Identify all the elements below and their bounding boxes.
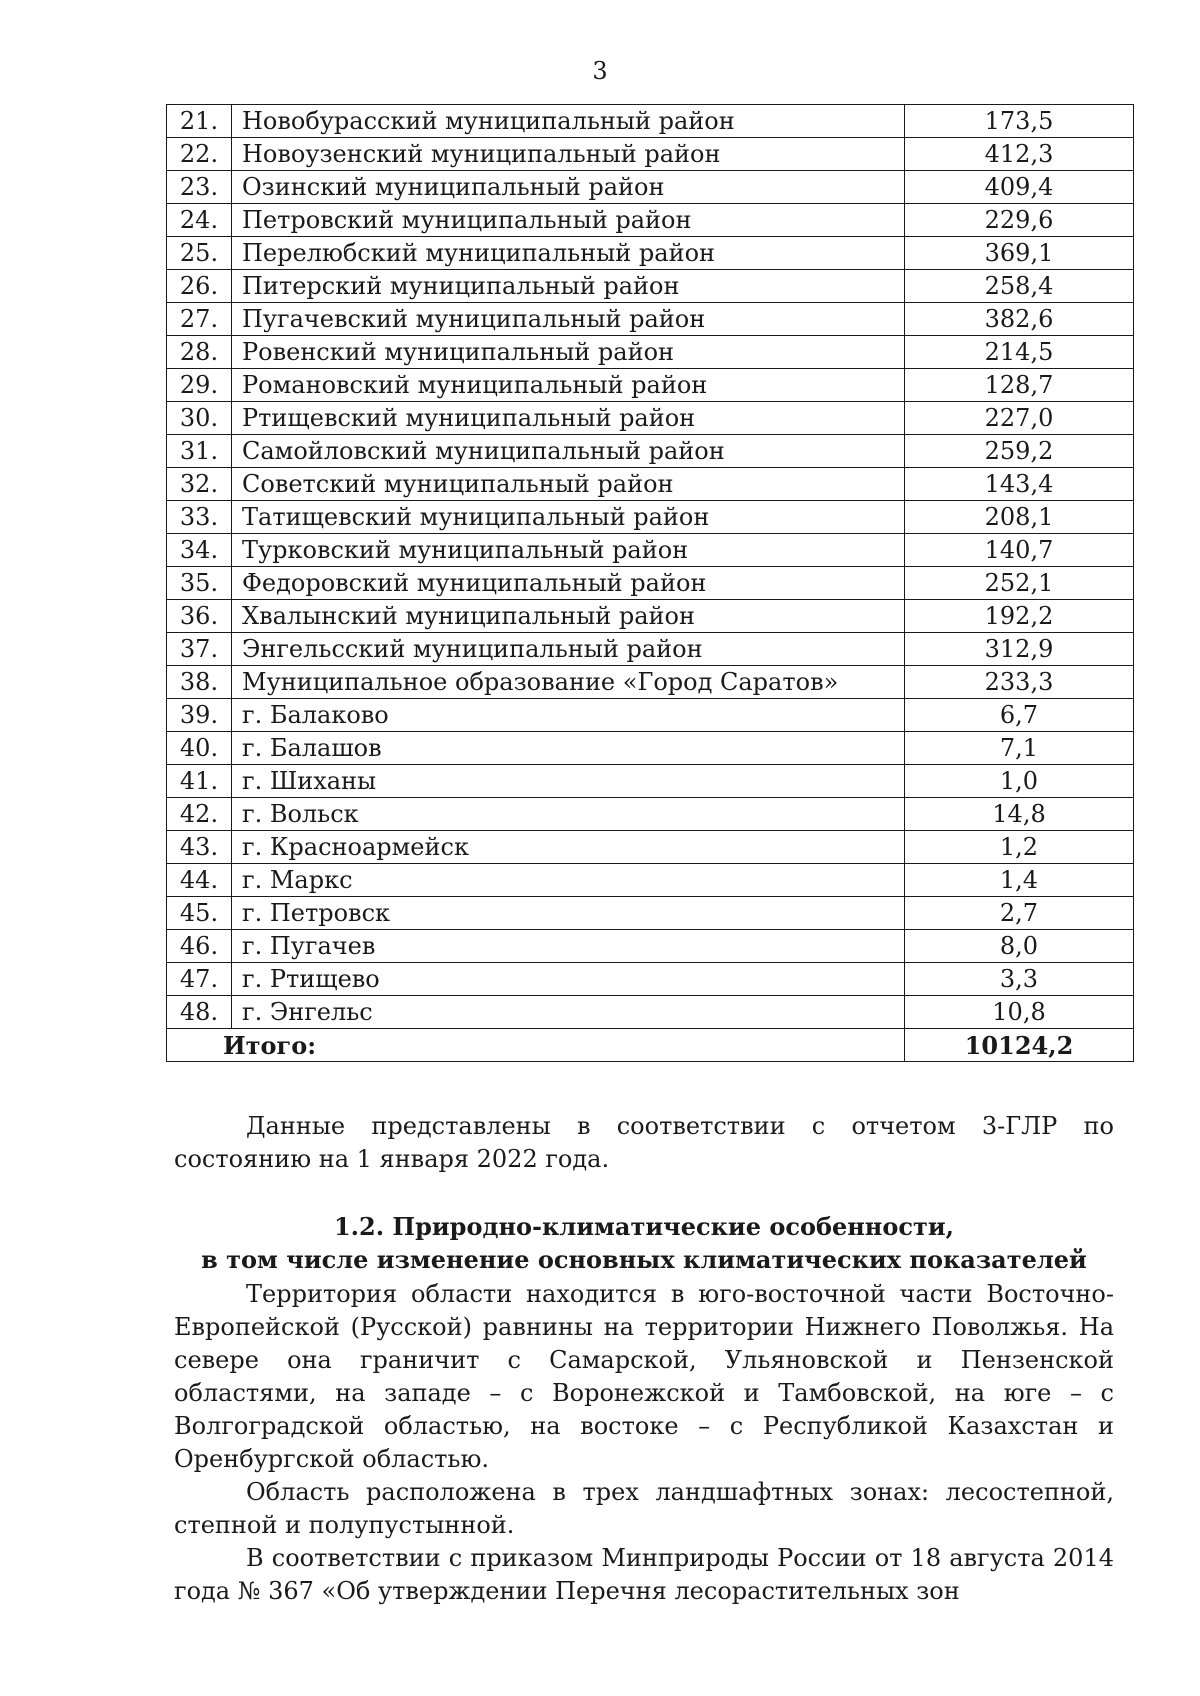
table-row — [167, 402, 1134, 435]
row-number: 40. — [167, 732, 232, 765]
table-row — [167, 534, 1134, 567]
table-row — [167, 270, 1134, 303]
table-row — [167, 105, 1134, 138]
body-paragraph: Область расположена в трех ландшафтных зонах: лесостепной, степной и полупустынной. — [174, 1478, 1114, 1539]
row-number: 48. — [167, 996, 232, 1029]
row-name: Советский муниципальный район — [232, 468, 905, 501]
table-row — [167, 798, 1134, 831]
table-row — [167, 204, 1134, 237]
row-name: г. Балаково — [232, 699, 905, 732]
row-name: Хвалынский муниципальный район — [232, 600, 905, 633]
row-name: Романовский муниципальный район — [232, 369, 905, 402]
row-value: 252,1 — [905, 567, 1134, 600]
row-number: 39. — [167, 699, 232, 732]
table-row — [167, 897, 1134, 930]
row-name: Новобурасский муниципальный район — [232, 105, 905, 138]
row-number: 35. — [167, 567, 232, 600]
row-name: Озинский муниципальный район — [232, 171, 905, 204]
row-value: 192,2 — [905, 600, 1134, 633]
row-value: 409,4 — [905, 171, 1134, 204]
section-body — [174, 1278, 1114, 1608]
table-row — [167, 831, 1134, 864]
row-value: 412,3 — [905, 138, 1134, 171]
section-heading-line-2: в том числе изменение основных климатических показателей — [201, 1245, 1087, 1274]
row-name: Перелюбский муниципальный район — [232, 237, 905, 270]
row-name: г. Энгельс — [232, 996, 905, 1029]
body-paragraph: Территория области находится в юго-восточной части Восточно-Европейской (Русской) равнины на территории Нижнего Поволжья. На севере она граничит с Самарской, Ульяновской и Пензенской областями, на западе – с Воронежской и Тамбовской, на юге – с Волгоградской областью, на востоке – с Республикой Казахстан и Оренбургской областью. — [174, 1280, 1114, 1473]
row-name: Энгельсский муниципальный район — [232, 633, 905, 666]
table-row — [167, 567, 1134, 600]
row-number: 47. — [167, 963, 232, 996]
row-number: 28. — [167, 336, 232, 369]
section-heading-line-1: 1.2. Природно-климатические особенности, — [333, 1212, 955, 1241]
row-number: 31. — [167, 435, 232, 468]
row-number: 38. — [167, 666, 232, 699]
row-value: 233,3 — [905, 666, 1134, 699]
row-value: 229,6 — [905, 204, 1134, 237]
table-row — [167, 732, 1134, 765]
row-value: 140,7 — [905, 534, 1134, 567]
row-name: г. Балашов — [232, 732, 905, 765]
row-value: 1,0 — [905, 765, 1134, 798]
row-name: Петровский муниципальный район — [232, 204, 905, 237]
total-row — [167, 1029, 1134, 1062]
table-body — [167, 105, 1134, 1029]
row-value: 227,0 — [905, 402, 1134, 435]
row-number: 24. — [167, 204, 232, 237]
row-number: 42. — [167, 798, 232, 831]
table-row — [167, 435, 1134, 468]
row-number: 33. — [167, 501, 232, 534]
table-row — [167, 600, 1134, 633]
row-value: 3,3 — [905, 963, 1134, 996]
row-number: 37. — [167, 633, 232, 666]
table-row — [167, 633, 1134, 666]
row-value: 312,9 — [905, 633, 1134, 666]
table-row — [167, 765, 1134, 798]
row-value: 1,2 — [905, 831, 1134, 864]
row-name: Татищевский муниципальный район — [232, 501, 905, 534]
table-row — [167, 699, 1134, 732]
table-row — [167, 138, 1134, 171]
row-number: 21. — [167, 105, 232, 138]
row-number: 36. — [167, 600, 232, 633]
row-value: 369,1 — [905, 237, 1134, 270]
note-paragraph: Данные представлены в соответствии с отчетом 3-ГЛР по состоянию на 1 января 2022 года. — [174, 1112, 1114, 1173]
table-row — [167, 369, 1134, 402]
row-value: 7,1 — [905, 732, 1134, 765]
row-name: Ровенский муниципальный район — [232, 336, 905, 369]
forest-area-table — [166, 104, 1134, 1062]
total-label: Итого: — [167, 1029, 905, 1062]
row-number: 30. — [167, 402, 232, 435]
row-number: 34. — [167, 534, 232, 567]
row-number: 29. — [167, 369, 232, 402]
row-number: 43. — [167, 831, 232, 864]
row-value: 128,7 — [905, 369, 1134, 402]
row-number: 41. — [167, 765, 232, 798]
row-value: 173,5 — [905, 105, 1134, 138]
row-value: 143,4 — [905, 468, 1134, 501]
row-value: 1,4 — [905, 864, 1134, 897]
row-name: г. Шиханы — [232, 765, 905, 798]
row-number: 25. — [167, 237, 232, 270]
row-value: 259,2 — [905, 435, 1134, 468]
row-name: Самойловский муниципальный район — [232, 435, 905, 468]
page-number: 3 — [592, 57, 608, 85]
row-number: 45. — [167, 897, 232, 930]
table-row — [167, 171, 1134, 204]
row-value: 2,7 — [905, 897, 1134, 930]
row-value: 382,6 — [905, 303, 1134, 336]
row-value: 208,1 — [905, 501, 1134, 534]
row-name: г. Красноармейск — [232, 831, 905, 864]
table-row — [167, 864, 1134, 897]
table-row — [167, 336, 1134, 369]
total-value: 10124,2 — [905, 1029, 1134, 1062]
table-row — [167, 963, 1134, 996]
row-number: 46. — [167, 930, 232, 963]
row-name: Питерский муниципальный район — [232, 270, 905, 303]
row-value: 258,4 — [905, 270, 1134, 303]
row-name: Пугачевский муниципальный район — [232, 303, 905, 336]
table-row — [167, 303, 1134, 336]
row-value: 8,0 — [905, 930, 1134, 963]
table-row — [167, 996, 1134, 1029]
row-number: 26. — [167, 270, 232, 303]
row-name: г. Петровск — [232, 897, 905, 930]
row-name: Новоузенский муниципальный район — [232, 138, 905, 171]
row-name: г. Вольск — [232, 798, 905, 831]
row-value: 14,8 — [905, 798, 1134, 831]
row-name: Турковский муниципальный район — [232, 534, 905, 567]
table-row — [167, 930, 1134, 963]
row-value: 6,7 — [905, 699, 1134, 732]
row-number: 22. — [167, 138, 232, 171]
row-name: г. Маркс — [232, 864, 905, 897]
row-value: 214,5 — [905, 336, 1134, 369]
table-row — [167, 501, 1134, 534]
row-number: 44. — [167, 864, 232, 897]
table-row — [167, 468, 1134, 501]
row-value: 10,8 — [905, 996, 1134, 1029]
row-number: 27. — [167, 303, 232, 336]
row-name: Федоровский муниципальный район — [232, 567, 905, 600]
data-source-note — [174, 1110, 1114, 1176]
row-name: г. Пугачев — [232, 930, 905, 963]
row-number: 23. — [167, 171, 232, 204]
row-name: Муниципальное образование «Город Саратов» — [232, 666, 905, 699]
row-name: Ртищевский муниципальный район — [232, 402, 905, 435]
table-row — [167, 666, 1134, 699]
section-heading — [174, 1210, 1114, 1276]
body-paragraph: В соответствии с приказом Минприроды России от 18 августа 2014 года № 367 «Об утверждении Перечня лесорастительных зон — [174, 1544, 1114, 1605]
row-number: 32. — [167, 468, 232, 501]
table-row — [167, 237, 1134, 270]
row-name: г. Ртищево — [232, 963, 905, 996]
